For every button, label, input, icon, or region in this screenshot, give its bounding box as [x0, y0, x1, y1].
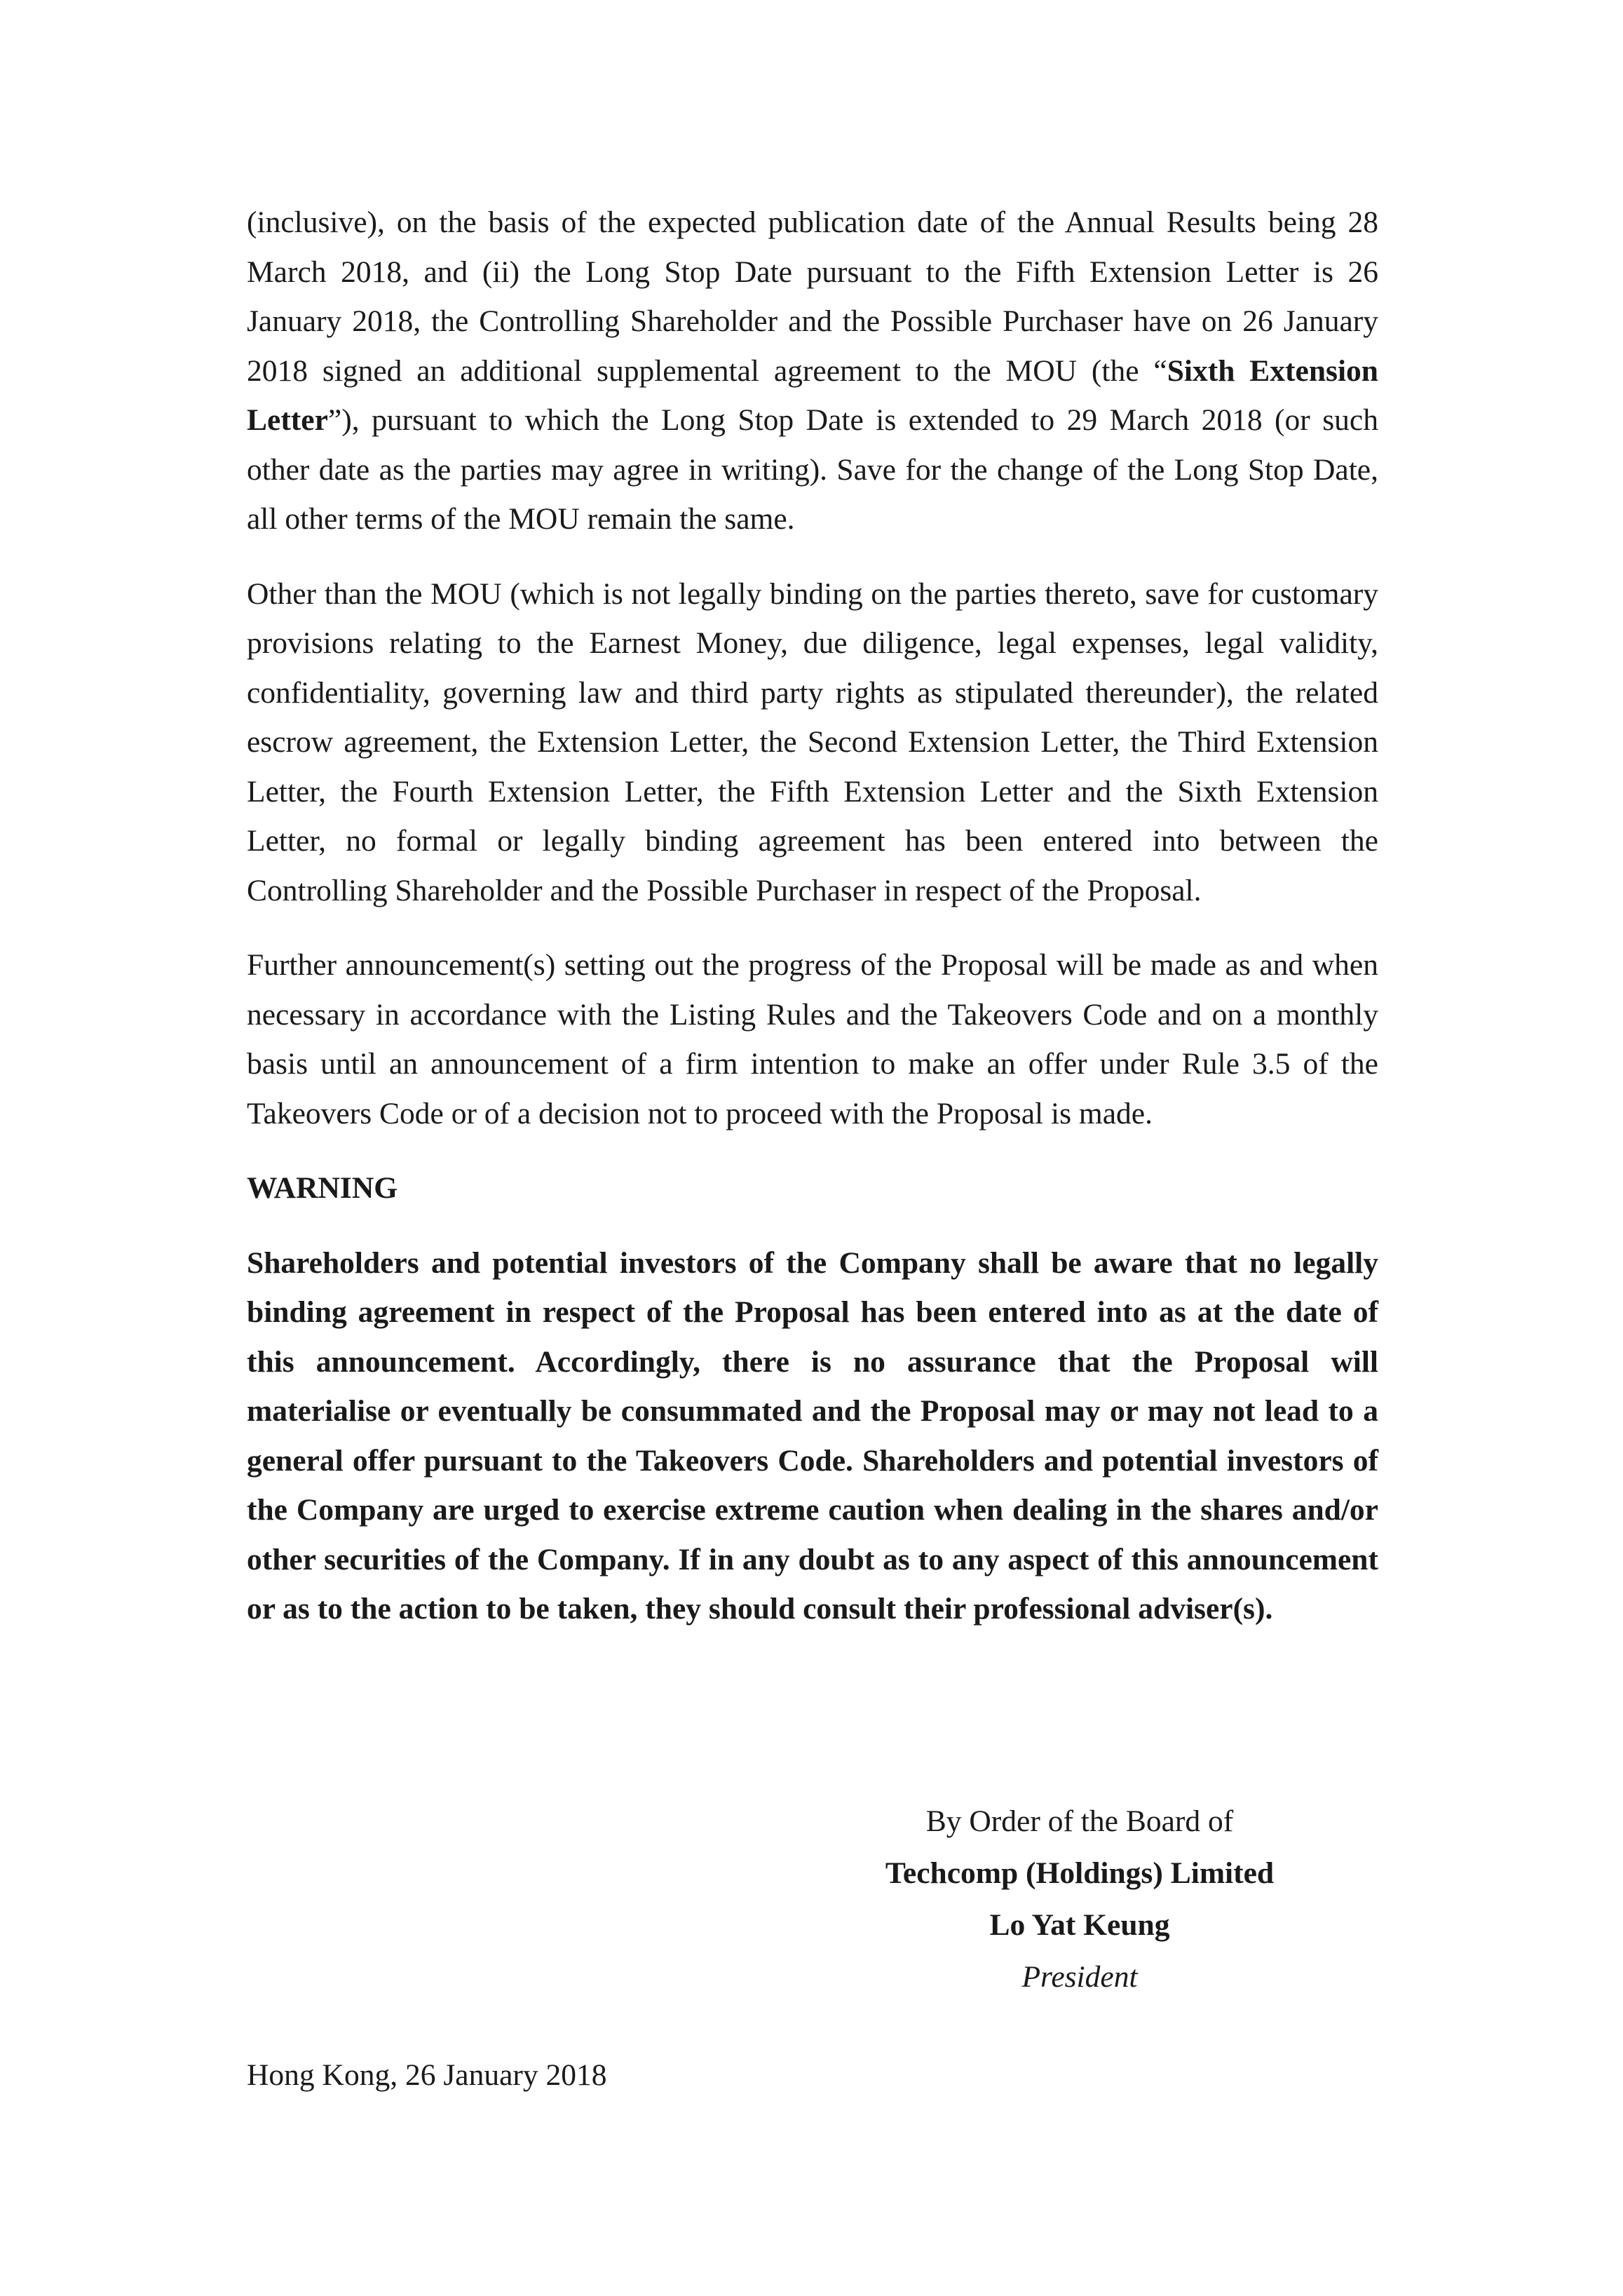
defined-term: Sixth Extension Letter	[247, 353, 1378, 437]
signature-block	[806, 1795, 1353, 2003]
warning-text: Shareholders and potential investors of the Company shall be aware that no legally binding agreement in respect of the Proposal has been entered into as at the date of this announcement. Accordingly, there is no assurance that the Proposal will materialise or eventually be consummated and the Proposal may or may not lead to a general offer pursuant to the Takeovers Code. Shareholders and potential investors of the Company are urged to exercise extreme caution when dealing in the shares and/or other securities of the Company. If in any doubt as to any aspect of this announcement or as to the action to be taken, they should consult their professional adviser(s).	[247, 1245, 1378, 1626]
signature-by-order: By Order of the Board of	[925, 1804, 1234, 1838]
paragraph-text: ”), pursuant to which the Long Stop Date is extended to 29 March 2018 (or such other date as the parties may agree in writing). Save for the change of the Long Stop Date, all other terms of the MOU remain the same.	[247, 403, 1378, 536]
place-and-date: Hong Kong, 26 January 2018	[247, 2058, 607, 2092]
signature-title: President	[1021, 1960, 1138, 1994]
paragraph-extension-letter	[247, 198, 1378, 544]
paragraph-text: (inclusive), on the basis of the expected publication date of the Annual Results being 28 March 2018, and (ii) the Long Stop Date pursuant to the Fifth Extension Letter is 26 January 2018, the Controlling Shareholder and the Possible Purchaser have on 26 January 2018 signed an additional supplemental agreement to the MOU (the “	[247, 205, 1378, 388]
document-body	[247, 198, 1378, 1634]
warning-heading: WARNING	[247, 1171, 398, 1205]
signature-name: Lo Yat Keung	[989, 1908, 1170, 1942]
paragraph-no-binding-agreement: Other than the MOU (which is not legally binding on the parties thereto, save for customary provisions relating to the Earnest Money, due diligence, legal expenses, legal validity, confidentiality, governing law and third party rights as stipulated thereunder), the related escrow agreement, the Extension Letter, the Second Extension Letter, the Third Extension Letter, the Fourth Extension Letter, the Fifth Extension Letter and the Sixth Extension Letter, no formal or legally binding agreement has been entered into between the Controlling Shareholder and the Possible Purchaser in respect of the Proposal.	[247, 576, 1378, 907]
paragraph-further-announcements: Further announcement(s) setting out the progress of the Proposal will be made as and when necessary in accordance with the Listing Rules and the Takeovers Code and on a monthly basis until an announcement of a firm intention to make an offer under Rule 3.5 of the Takeovers Code or of a decision not to proceed with the Proposal is made.	[247, 948, 1378, 1130]
signature-company: Techcomp (Holdings) Limited	[885, 1856, 1275, 1890]
